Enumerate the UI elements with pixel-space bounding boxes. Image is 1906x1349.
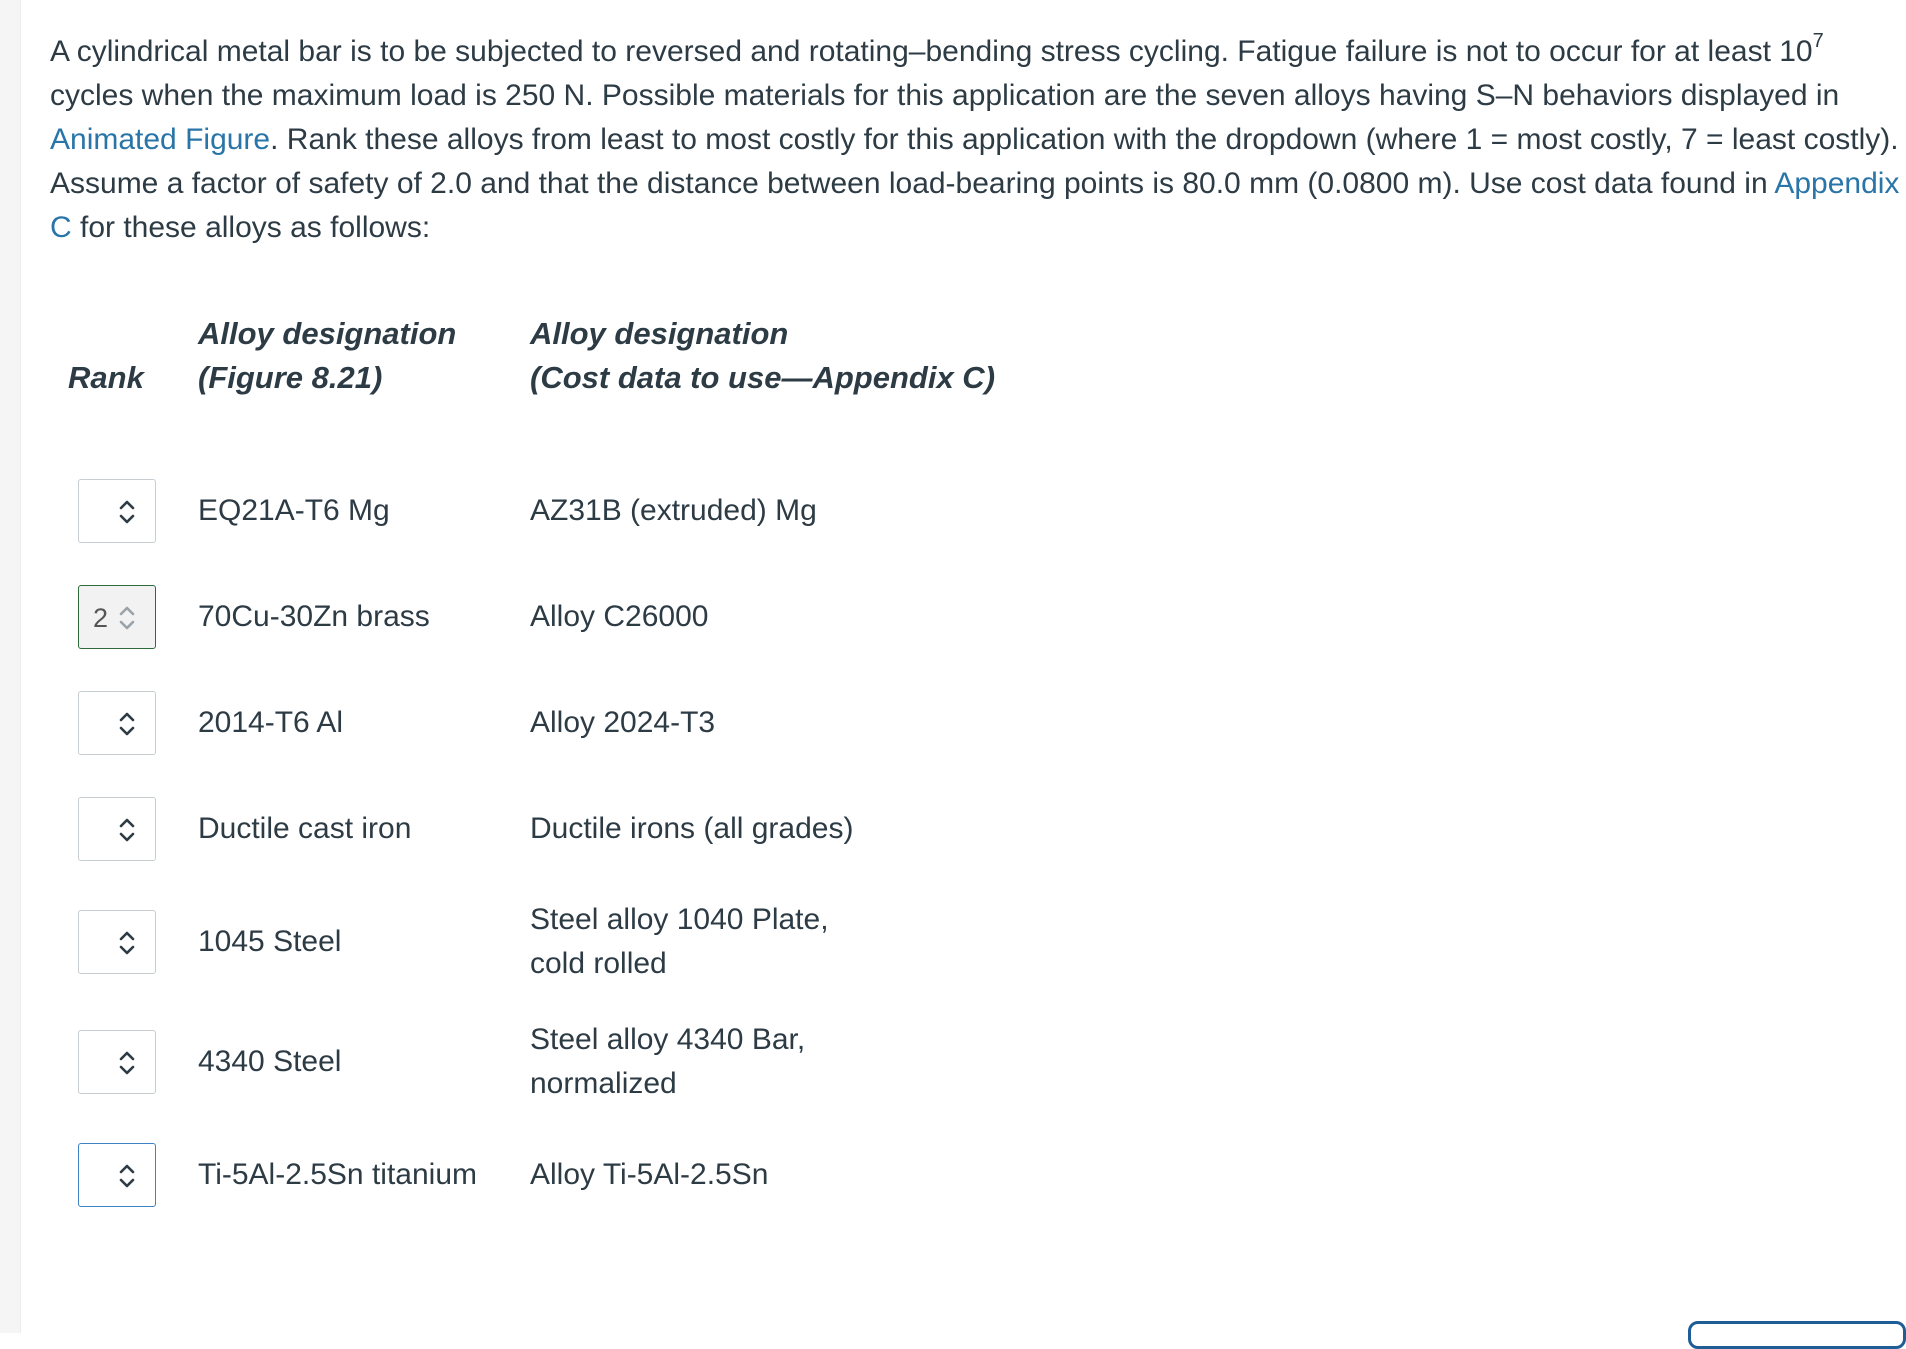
cost-alloy: Steel alloy 1040 Plate, cold rolled <box>530 882 1027 1002</box>
header-rank: Rank <box>68 312 198 420</box>
cost-alloy: Alloy 2024-T3 <box>530 670 1027 776</box>
rank-select[interactable] <box>78 1030 156 1094</box>
chevron-up-down-icon <box>117 925 137 961</box>
cost-alloy: AZ31B (extruded) Mg <box>530 458 1027 564</box>
rank-select[interactable] <box>78 585 156 649</box>
table-row <box>68 564 1027 670</box>
question-text <box>50 30 1900 250</box>
chevron-up-down-icon <box>117 1045 137 1081</box>
chevron-up-down-icon <box>117 494 137 530</box>
chevron-up-down-icon <box>117 812 137 848</box>
figure-alloy: 1045 Steel <box>198 882 530 1002</box>
animated-figure-link[interactable]: Animated Figure <box>50 123 270 156</box>
figure-alloy: 4340 Steel <box>198 1002 530 1122</box>
cycles-exponent: 7 <box>1813 30 1824 52</box>
figure-alloy: EQ21A-T6 Mg <box>198 458 530 564</box>
rank-select[interactable] <box>78 797 156 861</box>
appendix-c-link[interactable]: Appendix C <box>50 167 1899 244</box>
question-text-part2: cycles when the maximum load is 250 N. Possible materials for this application are the seven alloys having S–N behaviors displayed in <box>50 79 1839 112</box>
cost-alloy: Steel alloy 4340 Bar, normalized <box>530 1002 1027 1122</box>
rank-select[interactable] <box>78 910 156 974</box>
submit-button-edge[interactable] <box>1688 1321 1906 1349</box>
ranking-table <box>68 312 1027 1228</box>
figure-alloy: Ductile cast iron <box>198 776 530 882</box>
table-header-row <box>68 312 1027 420</box>
question-text-part4: for these alloys as follows: <box>72 211 431 244</box>
table-row <box>68 882 1027 1002</box>
chevron-up-down-icon <box>117 706 137 742</box>
header-cost-alloy: Alloy designation (Cost data to use—Appendix C) <box>530 312 1027 420</box>
table-row <box>68 1002 1027 1122</box>
cost-alloy: Alloy C26000 <box>530 564 1027 670</box>
table-row <box>68 1122 1027 1228</box>
rank-select-value: 2 <box>93 596 108 640</box>
cost-alloy: Alloy Ti-5Al-2.5Sn <box>530 1122 1027 1228</box>
figure-alloy: 70Cu-30Zn brass <box>198 564 530 670</box>
question-content <box>50 30 1900 1228</box>
question-text-part1: A cylindrical metal bar is to be subjected to reversed and rotating–bending stress cycling. Fatigue failure is not to occur for at least 10 <box>50 35 1813 68</box>
rank-select[interactable] <box>78 1143 156 1207</box>
left-rail <box>0 0 21 1333</box>
header-figure-alloy: Alloy designation (Figure 8.21) <box>198 312 530 420</box>
rank-select[interactable] <box>78 479 156 543</box>
rank-select[interactable] <box>78 691 156 755</box>
chevron-up-down-icon <box>117 1158 137 1194</box>
figure-alloy: Ti-5Al-2.5Sn titanium <box>198 1122 530 1228</box>
table-row <box>68 776 1027 882</box>
question-text-part3: . Rank these alloys from least to most costly for this application with the dropdown (where 1 = most costly, 7 = least costly). Assume a factor of safety of 2.0 and that the distance between load-bearing points is 80.0 mm (0.0800 m). Use cost data found in <box>50 123 1899 200</box>
table-row <box>68 670 1027 776</box>
chevron-up-down-icon <box>117 600 137 636</box>
table-row <box>68 458 1027 564</box>
figure-alloy: 2014-T6 Al <box>198 670 530 776</box>
cost-alloy: Ductile irons (all grades) <box>530 776 1027 882</box>
